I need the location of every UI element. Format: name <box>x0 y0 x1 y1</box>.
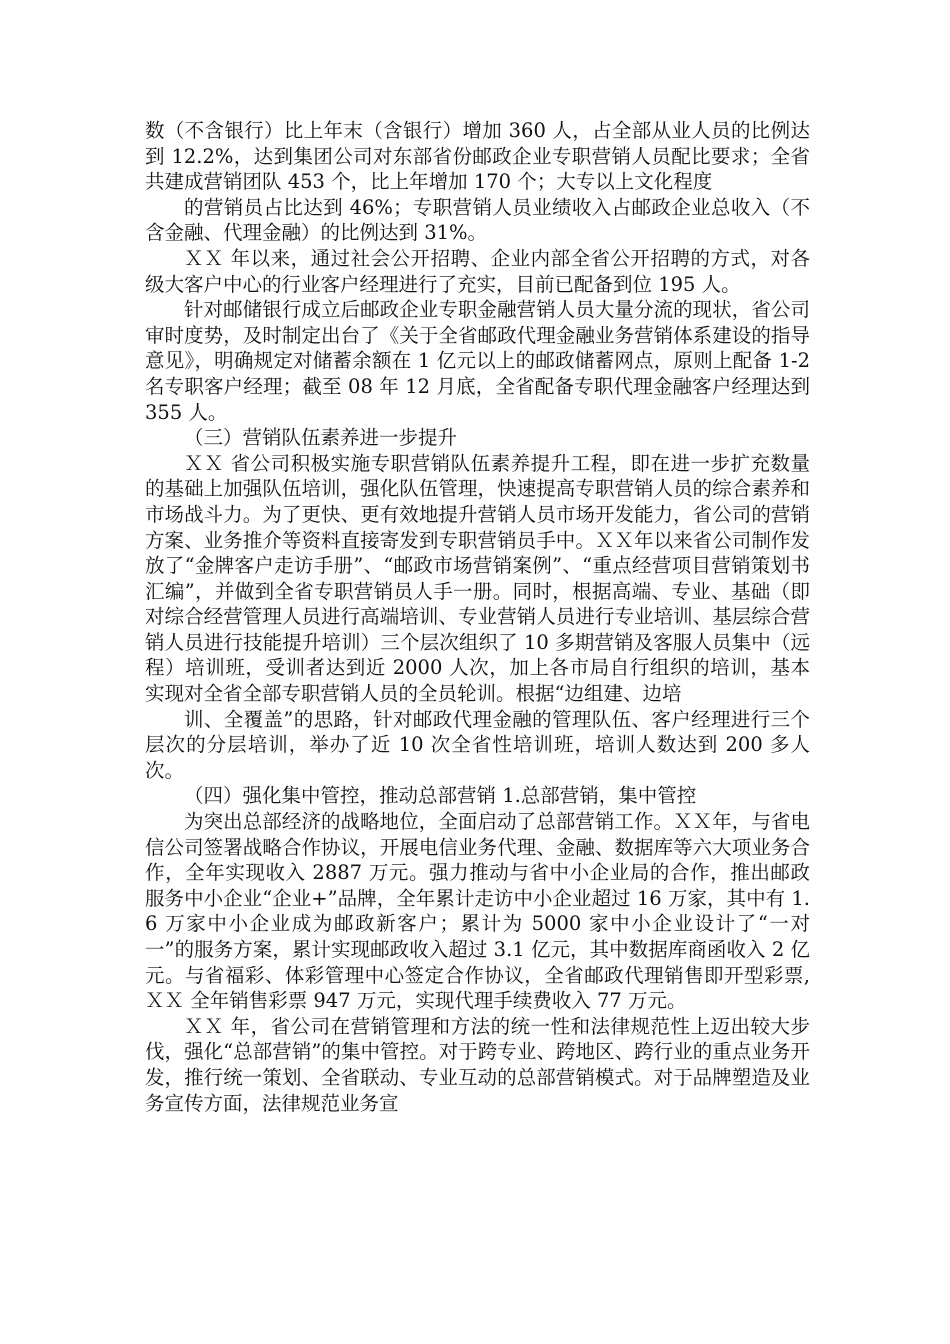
section-heading-4: （四）强化集中管控，推动总部营销 1.总部营销，集中管控 <box>184 784 697 808</box>
paragraph-6: 训、全覆盖”的思路，针对邮政代理金融的管理队伍、客户经理进行三个层次的分层培训，举办了近 10 次全省性培训班，培训人数达到 200 多人次。 <box>145 707 810 782</box>
document-body <box>145 118 810 1116</box>
paragraph-4: 针对邮储银行成立后邮政企业专职金融营销人员大量分流的现状，省公司审时度势，及时制定出台了《关于全省邮政代理金融业务营销体系建设的指导意见》，明确规定对储蓄余额在 1 亿元以上的邮政储蓄网点，原则上配备 1-2 名专职客户经理；截至 08 年 12 月底，全省配备专职代理金融客户经理达到 355 人。 <box>145 298 810 424</box>
section-heading-3: （三）营销队伍素养进一步提升 <box>184 426 458 450</box>
paragraph-7: 为突出总部经济的战略地位，全面启动了总部营销工作。ＸＸ年，与省电信公司签署战略合作协议，开展电信业务代理、金融、数据库等六大项业务合作，全年实现收入 2887 万元。强力推动与省中小企业局的合作，推出邮政服务中小企业“企业+”品牌，全年累计走访中小企业超过 16 万家，其中有 1.6 万家中小企业成为邮政新客户；累计为 5000 家中小企业设计了“一对一”的服务方案，累计实现邮政收入超过 3.1 亿元，其中数据库商函收入 2 亿元。与省福彩、体彩管理中心签定合作协议，全省邮政代理销售即开型彩票,ＸＸ 全年销售彩票 947 万元，实现代理手续费收入 77 万元。 <box>145 810 810 1013</box>
paragraph-3: ＸＸ 年以来，通过社会公开招聘、企业内部全省公开招聘的方式，对各级大客户中心的行业客户经理进行了充实，目前已配备到位 195 人。 <box>145 246 810 296</box>
paragraph-1: 数（不含银行）比上年末（含银行）增加 360 人，占全部从业人员的比例达到 12.2%，达到集团公司对东部省份邮政企业专职营销人员配比要求；全省共建成营销团队 453 个，比上年增加 170 个；大专以上文化程度 <box>145 119 810 194</box>
paragraph-8: ＸＸ 年，省公司在营销管理和方法的统一性和法律规范性上迈出较大步伐，强化“总部营销”的集中管控。对于跨专业、跨地区、跨行业的重点业务开发，推行统一策划、全省联动、专业互动的总部营销模式。对于品牌塑造及业务宣传方面，法律规范业务宣 <box>145 1014 810 1115</box>
paragraph-2: 的营销员占比达到 46%；专职营销人员业绩收入占邮政企业总收入（不含金融、代理金融）的比例达到 31%。 <box>145 195 810 245</box>
paragraph-5: ＸＸ 省公司积极实施专职营销队伍素养提升工程，即在进一步扩充数量的基础上加强队伍培训，强化队伍管理，快速提高专职营销人员的综合素养和市场战斗力。为了更快、更有效地提升营销人员市场开发能力，省公司的营销方案、业务推介等资料直接寄发到专职营销员手中。ＸＸ年以来省公司制作发放了“金牌客户走访手册”、“邮政市场营销案例”、“重点经营项目营销策划书汇编”，并做到全省专职营销员人手一册。同时，根据高端、专业、基础（即对综合经营管理人员进行高端培训、专业营销人员进行专业培训、基层综合营销人员进行技能提升培训）三个层次组织了 10 多期营销及客服人员集中（远程）培训班，受训者达到近 2000 人次，加上各市局自行组织的培训，基本实现对全省全部专职营销人员的全员轮训。根据“边组建、边培 <box>145 451 810 706</box>
